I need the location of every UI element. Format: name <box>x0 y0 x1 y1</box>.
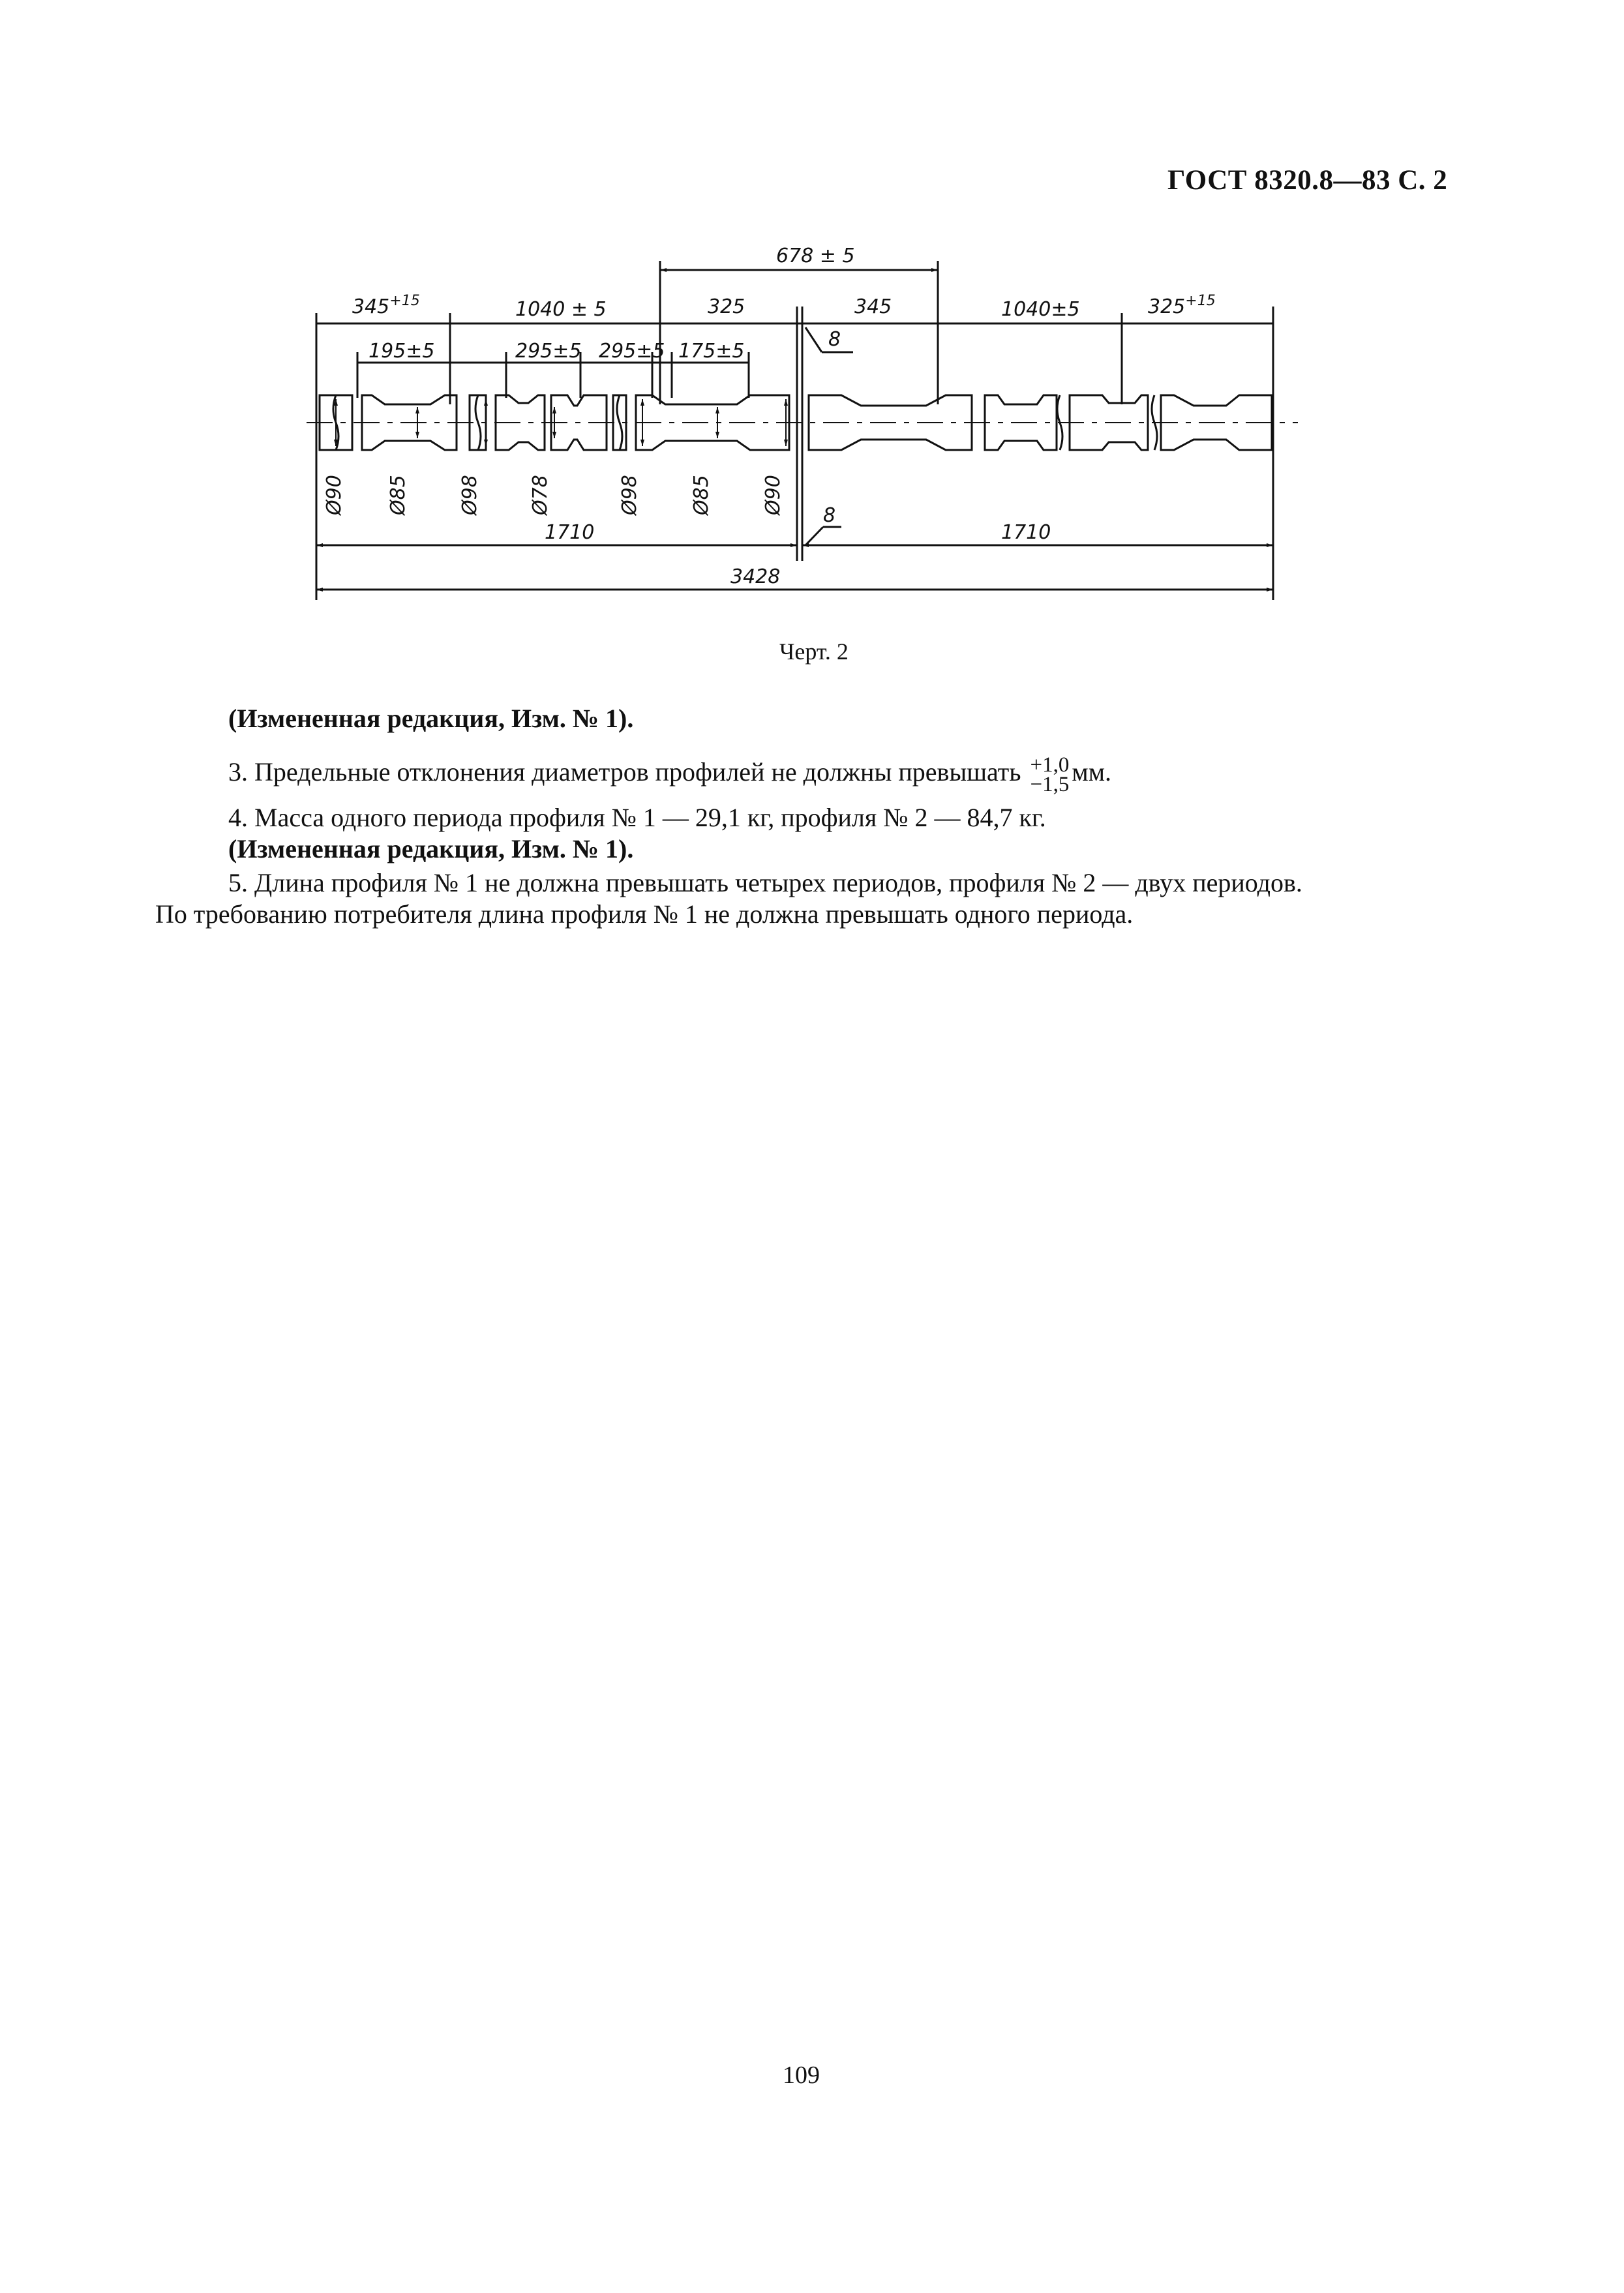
figure-caption: Черт. 2 <box>779 638 849 665</box>
dim-3428: 3428 <box>730 565 781 588</box>
dim-295-a: 295±5 <box>515 340 582 363</box>
dim-345-top: $345^{+15}$ <box>352 293 420 318</box>
profile-drawing <box>0 0 1624 652</box>
item-5-line1: 5. Длина профиля № 1 не должна превышать четырех периодов, профиля № 2 — двух периодов. <box>228 868 1302 897</box>
dim-325-mid: 325 <box>708 295 745 318</box>
svg-text:Ø90: Ø90 <box>762 475 785 515</box>
changed-note-1: (Измененная редакция, Изм. № 1). <box>228 704 634 733</box>
svg-text:Ø98: Ø98 <box>618 475 641 515</box>
dim-295-b: 295±5 <box>599 340 665 363</box>
dim-1710-left: 1710 <box>545 521 595 544</box>
dim-175: 175±5 <box>678 340 745 363</box>
dim-345-mid: 345 <box>854 295 892 318</box>
svg-text:Ø98: Ø98 <box>459 475 481 515</box>
item-3 <box>228 755 1111 794</box>
page-number: 109 <box>783 2061 820 2089</box>
item-4: 4. Масса одного периода профиля № 1 — 29,1 кг, профиля № 2 — 84,7 кг. <box>228 803 1046 832</box>
dim-325-right: $325^{+15}$ <box>1148 293 1216 318</box>
tolerance-lower: −1,5 <box>1030 773 1070 796</box>
dim-1040-right: 1040±5 <box>1001 298 1080 321</box>
svg-text:Ø90: Ø90 <box>323 475 346 515</box>
unit: мм. <box>1072 757 1111 787</box>
tolerance-upper: +1,0 <box>1030 753 1070 777</box>
svg-text:Ø78: Ø78 <box>529 475 552 515</box>
dim-195: 195±5 <box>368 340 435 363</box>
changed-note-2: (Измененная редакция, Изм. № 1). <box>228 834 634 863</box>
dim-1710-right: 1710 <box>1001 521 1051 544</box>
document-header: ГОСТ 8320.8—83 С. 2 <box>1167 165 1448 196</box>
diameter-labels <box>323 475 785 517</box>
svg-text:Ø85: Ø85 <box>387 475 410 515</box>
tolerance <box>1030 755 1070 794</box>
item-3-text: 3. Предельные отклонения диаметров профилей не должны превышать <box>228 757 1021 787</box>
marker-8-bottom: 8 <box>823 504 836 527</box>
item-5-line2: По требованию потребителя длина профиля № 1 не должна превышать одного периода. <box>155 899 1134 929</box>
svg-text:Ø85: Ø85 <box>690 475 713 515</box>
marker-8-top: 8 <box>828 328 841 351</box>
dim-1040-left: 1040 ± 5 <box>515 298 607 321</box>
dim-678: 678 ± 5 <box>776 245 855 267</box>
